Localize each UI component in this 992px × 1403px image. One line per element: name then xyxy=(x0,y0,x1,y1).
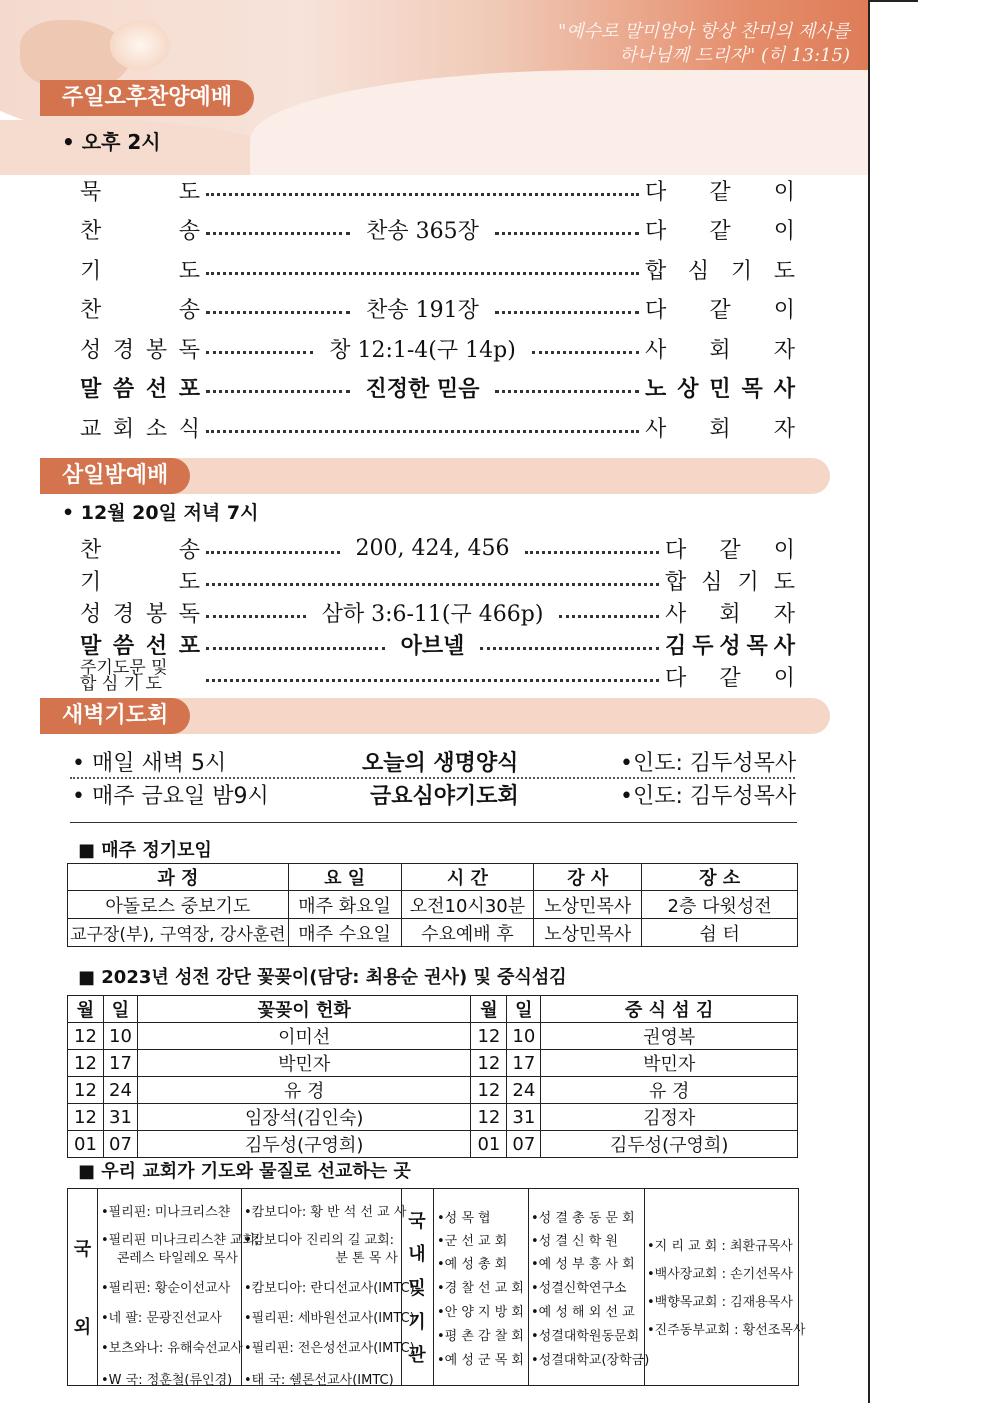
flowers-header-flowers: 꽃꽂이 헌화 xyxy=(137,996,470,1023)
char: 말 xyxy=(80,632,102,659)
label-char: 관 xyxy=(408,1345,426,1367)
label-char: 외 xyxy=(73,1317,92,1338)
flowers-header-month: 월 xyxy=(68,996,104,1023)
char: 도 xyxy=(773,258,795,284)
mission-item: •필리핀: 전은성선교사(IMTC) xyxy=(244,1341,415,1356)
char: 노 xyxy=(645,376,667,402)
char: 사 xyxy=(773,376,795,402)
domestic-missions-col2 xyxy=(528,1189,650,1385)
mission-item: •경 찰 선 교 회 xyxy=(437,1281,524,1296)
wednesday-order-row xyxy=(80,532,795,564)
foreign-missions-col1 xyxy=(98,1189,260,1388)
char: 송 xyxy=(178,298,200,323)
char: 민 xyxy=(709,376,731,402)
order-label xyxy=(80,175,200,206)
order-label xyxy=(80,333,200,364)
leader-dots xyxy=(206,551,340,554)
order-leader xyxy=(645,293,795,324)
char: 씀 xyxy=(112,376,135,402)
mission-item: •예 성 군 목 회 xyxy=(437,1353,524,1368)
domestic-missions-col1 xyxy=(434,1189,529,1385)
frame-top xyxy=(868,0,918,2)
order-label xyxy=(80,597,200,628)
table-cell: 수요예배 후 xyxy=(401,919,534,947)
order-leader xyxy=(645,175,795,206)
char: 독 xyxy=(178,601,200,627)
mission-item: •W 국: 정훈철(류인경) xyxy=(101,1373,233,1388)
char: 다 xyxy=(665,665,687,691)
leader-dots xyxy=(206,272,639,275)
flowers-table xyxy=(67,995,798,1158)
table-cell: 김정자 xyxy=(541,1104,798,1131)
char: 소 xyxy=(145,416,168,442)
char: 같 xyxy=(709,179,731,205)
char: 송 xyxy=(178,219,200,244)
char: 성 xyxy=(719,632,741,659)
mission-item: •캄보디아: 란디선교사(IMTC) xyxy=(244,1281,415,1296)
table-cell: 아돌로스 중보기도 xyxy=(68,891,289,919)
order-leader xyxy=(665,661,795,692)
mission-item: •필리핀: 세바원선교사(IMTC) xyxy=(244,1311,415,1326)
table-cell: 박민자 xyxy=(541,1050,798,1077)
leader-dots xyxy=(495,232,639,235)
mission-item: •안 양 지 방 회 xyxy=(437,1305,524,1320)
table-cell: 매주 수요일 xyxy=(288,919,401,947)
flowers-title: ■ 2023년 성전 강단 꽃꽂이(담당: 최용순 권사) 및 중식섬김 xyxy=(78,967,567,988)
char: 같 xyxy=(709,298,731,323)
order-content: 삼하 3:6-11(구 466p) xyxy=(321,601,544,627)
afternoon-order-row xyxy=(80,411,795,443)
char: 사 xyxy=(773,632,795,659)
char: 회 xyxy=(719,601,741,627)
char: 두 xyxy=(692,632,714,659)
char: 자 xyxy=(773,601,795,627)
table-cell: 오전10시30분 xyxy=(401,891,534,919)
char: 독 xyxy=(178,337,200,363)
char: 기 xyxy=(737,569,759,595)
table-cell: 12 xyxy=(68,1050,104,1077)
table-cell: 노상민목사 xyxy=(534,891,642,919)
char: 성 xyxy=(80,601,102,627)
char: 이 xyxy=(773,219,795,244)
char: 김 xyxy=(665,632,687,659)
table-row xyxy=(68,1104,798,1131)
table-cell: 24 xyxy=(507,1077,541,1104)
mission-item: •필리핀: 황순이선교사 xyxy=(101,1281,231,1296)
char: 같 xyxy=(719,665,741,691)
char: 선 xyxy=(145,376,168,402)
table-cell: 10 xyxy=(507,1023,541,1050)
mission-item: •진주동부교회 : 황선조목사 xyxy=(647,1323,806,1338)
meetings-header-teacher: 강 사 xyxy=(534,864,642,891)
char: 다 xyxy=(645,298,667,323)
label-char: 및 xyxy=(408,1277,426,1299)
leader-dots xyxy=(206,679,659,682)
leader-dots xyxy=(495,390,639,393)
table-cell: 10 xyxy=(103,1023,137,1050)
table-row xyxy=(68,891,798,919)
order-content: 찬송 191장 xyxy=(366,298,479,323)
mission-item: •성 목 협 xyxy=(437,1211,491,1226)
table-cell: 12 xyxy=(471,1050,507,1077)
leader-dots xyxy=(525,551,659,554)
char: 사 xyxy=(645,416,667,442)
char: 식 xyxy=(178,416,200,442)
table-row xyxy=(68,919,798,947)
foreign-label xyxy=(68,1189,98,1385)
order-leader xyxy=(665,597,795,628)
table-cell: 01 xyxy=(471,1131,507,1158)
order-leader xyxy=(665,533,795,564)
section-title-wednesday: 삼일밤예배 xyxy=(40,458,190,494)
label-char: 국 xyxy=(73,1239,92,1260)
char: 다 xyxy=(645,219,667,244)
table-cell: 12 xyxy=(68,1023,104,1050)
wednesday-time: • 12월 20일 저녁 7시 xyxy=(62,502,259,524)
order-leader xyxy=(645,412,795,443)
char: 씀 xyxy=(112,632,135,659)
table-row xyxy=(68,1131,798,1158)
mission-item: •캄보디아: 황 반 석 선 교 사 xyxy=(244,1205,407,1220)
char: 목 xyxy=(741,376,763,402)
order-label xyxy=(80,412,200,443)
wednesday-order-row xyxy=(80,660,795,692)
mission-item: •필리핀 미나크리스챤 교회: xyxy=(101,1233,260,1248)
mission-item: •성결대학원동문회 xyxy=(531,1329,640,1344)
leader-dots xyxy=(206,647,385,650)
afternoon-order-row xyxy=(80,293,795,325)
table-cell: 12 xyxy=(68,1104,104,1131)
order-content: 아브넬 xyxy=(400,633,465,659)
mission-item: •예 성 해 외 선 교 xyxy=(531,1305,635,1320)
order-label-line: 주기도문 및 xyxy=(80,658,168,678)
char: 회 xyxy=(112,416,135,442)
leader-dots xyxy=(206,311,350,314)
char: 기 xyxy=(80,258,102,284)
char: 포 xyxy=(178,632,200,659)
meetings-title: ■ 매주 정기모임 xyxy=(78,840,212,861)
table-row xyxy=(68,1023,798,1050)
leader-dots xyxy=(206,615,306,618)
char: 도 xyxy=(178,179,200,205)
order-content: 200, 424, 456 xyxy=(355,535,510,561)
mission-item: •네 팔: 문광진선교사 xyxy=(101,1311,222,1326)
mission-item: •예 성 총 회 xyxy=(437,1257,508,1272)
char: 찬 xyxy=(80,537,102,563)
table-cell: 07 xyxy=(103,1131,137,1158)
meetings-header-time: 시 간 xyxy=(401,864,534,891)
meetings-header-day: 요 일 xyxy=(288,864,401,891)
table-cell: 박민자 xyxy=(137,1050,470,1077)
char: 기 xyxy=(80,569,102,595)
char: 말 xyxy=(80,376,102,402)
mission-item: •보츠와나: 유해숙선교사 xyxy=(101,1341,243,1356)
char: 이 xyxy=(773,665,795,691)
char: 이 xyxy=(773,537,795,563)
afternoon-order-row xyxy=(80,214,795,246)
afternoon-order-row xyxy=(80,332,795,364)
order-leader xyxy=(645,214,795,245)
mission-item: •성결신학연구소 xyxy=(531,1281,627,1296)
dawn-what-1: 오늘의 생명양식 xyxy=(362,751,519,776)
char: 도 xyxy=(773,569,795,595)
candle-image xyxy=(110,20,170,70)
char: 도 xyxy=(178,569,200,595)
header-verse xyxy=(520,20,850,68)
char: 회 xyxy=(709,416,731,442)
order-leader xyxy=(665,629,795,660)
order-content: 진정한 믿음 xyxy=(365,377,480,402)
label-char: 국 xyxy=(408,1210,426,1232)
mission-item: •평 촌 감 찰 회 xyxy=(437,1329,524,1344)
wednesday-order-row xyxy=(80,596,795,628)
flowers-header-day2: 일 xyxy=(507,996,541,1023)
afternoon-order-row xyxy=(80,253,795,285)
table-cell: 31 xyxy=(507,1104,541,1131)
table-cell: 노상민목사 xyxy=(534,919,642,947)
char: 성 xyxy=(80,337,102,363)
table-cell: 김두성(구영희) xyxy=(137,1131,470,1158)
char: 다 xyxy=(645,179,667,205)
dawn-what-2: 금요심야기도회 xyxy=(370,784,519,809)
mission-item: 콘레스 타일레오 목사 xyxy=(116,1251,238,1266)
table-cell: 07 xyxy=(507,1131,541,1158)
churches-col xyxy=(644,1189,806,1385)
table-cell: 12 xyxy=(471,1104,507,1131)
char: 심 xyxy=(687,258,710,284)
char: 경 xyxy=(112,601,135,627)
table-cell: 교구장(부), 구역장, 강사훈련 xyxy=(68,919,289,947)
char: 찬 xyxy=(80,219,102,244)
leader-dots xyxy=(480,647,659,650)
char: 심 xyxy=(701,569,723,595)
dawn-when-2: • 매주 금요일 밤9시 xyxy=(72,784,269,809)
afternoon-order-row xyxy=(80,372,795,404)
order-label xyxy=(80,660,200,692)
table-cell: 17 xyxy=(507,1050,541,1077)
order-leader xyxy=(665,565,795,596)
table-cell: 권영복 xyxy=(541,1023,798,1050)
char: 자 xyxy=(773,416,795,442)
table-cell: 12 xyxy=(68,1077,104,1104)
label-char: 내 xyxy=(408,1244,426,1266)
meetings-table xyxy=(67,863,798,947)
mission-item: •태 국: 쉘론선교사(IMTC) xyxy=(244,1373,394,1388)
mission-item: •백향목교회 : 김재용목사 xyxy=(647,1295,793,1310)
char: 기 xyxy=(730,258,753,284)
mission-item: •성 결 신 학 원 xyxy=(531,1234,618,1249)
verse-line-1: "예수로 말미암아 항상 찬미의 제사를 xyxy=(558,21,850,42)
mission-item: •예 성 부 흥 사 회 xyxy=(531,1257,635,1272)
char: 상 xyxy=(677,376,699,402)
leader-dots xyxy=(495,311,639,314)
char: 같 xyxy=(709,219,731,244)
leader-dots xyxy=(559,615,659,618)
char: 찬 xyxy=(80,298,102,323)
mission-item: •캄보디아 진리의 길 교회: xyxy=(244,1233,395,1248)
char: 봉 xyxy=(145,601,168,627)
leader-dots xyxy=(206,232,350,235)
order-label xyxy=(80,254,200,285)
order-content: 창 12:1-4(구 14p) xyxy=(329,337,516,363)
mission-item: •필리핀: 미나크리스챤 xyxy=(101,1205,231,1220)
frame-line xyxy=(868,0,870,1403)
order-leader xyxy=(645,254,795,285)
char: 같 xyxy=(719,537,741,563)
dawn-lead-2: •인도: 김두성목사 xyxy=(620,784,797,809)
foreign-missions-col2 xyxy=(241,1189,415,1388)
section-title-dawn: 새벽기도회 xyxy=(40,698,190,734)
afternoon-order-row xyxy=(80,174,795,206)
table-cell: 유 경 xyxy=(541,1077,798,1104)
mission-item: •성결대학교(장학금) xyxy=(531,1353,650,1368)
dawn-when-1: • 매일 새벽 5시 xyxy=(72,751,227,776)
char: 도 xyxy=(178,258,200,284)
section-title-afternoon: 주일오후찬양예배 xyxy=(40,80,254,116)
domestic-label xyxy=(401,1189,434,1385)
char: 자 xyxy=(773,337,795,363)
char: 합 xyxy=(665,569,687,595)
char: 회 xyxy=(709,337,731,363)
char: 이 xyxy=(773,179,795,205)
mission-item: •성 결 총 동 문 회 xyxy=(531,1211,635,1226)
char: 목 xyxy=(746,632,768,659)
order-label-line: 합 심 기 도 xyxy=(80,674,162,694)
char: 봉 xyxy=(145,337,168,363)
table-cell: 김두성(구영희) xyxy=(541,1131,798,1158)
leader-dots xyxy=(206,351,313,354)
table-row xyxy=(68,1077,798,1104)
table-cell: 12 xyxy=(471,1077,507,1104)
missions-title: ■ 우리 교회가 기도와 물질로 선교하는 곳 xyxy=(78,1161,411,1182)
wednesday-order-row xyxy=(80,564,795,596)
order-label xyxy=(80,629,200,660)
order-leader xyxy=(645,372,795,403)
char: 경 xyxy=(112,337,135,363)
mission-item: •지 리 교 회 : 최환규목사 xyxy=(647,1239,793,1254)
char: 포 xyxy=(178,376,200,402)
table-cell: 임장석(김인숙) xyxy=(137,1104,470,1131)
leader-dots xyxy=(206,583,659,586)
missions-box xyxy=(67,1188,806,1388)
order-label xyxy=(80,565,200,596)
table-cell: 24 xyxy=(103,1077,137,1104)
table-cell: 쉼 터 xyxy=(642,919,798,947)
flowers-header-day: 일 xyxy=(103,996,137,1023)
table-cell: 17 xyxy=(103,1050,137,1077)
leader-dots xyxy=(206,193,639,196)
char: 이 xyxy=(773,298,795,323)
table-row xyxy=(68,1050,798,1077)
table-cell: 2층 다윗성전 xyxy=(642,891,798,919)
char: 묵 xyxy=(80,179,102,205)
order-label xyxy=(80,293,200,324)
mission-item: •백사장교회 : 손기선목사 xyxy=(647,1267,793,1282)
table-cell: 이미선 xyxy=(137,1023,470,1050)
char: 송 xyxy=(178,537,200,563)
char: 교 xyxy=(80,416,102,442)
order-label xyxy=(80,533,200,564)
char: 선 xyxy=(145,632,168,659)
char: 합 xyxy=(645,258,667,284)
meetings-header-place: 장 소 xyxy=(642,864,798,891)
wednesday-order-row xyxy=(80,628,795,660)
verse-line-2: 하나님께 드리자" (히 13:15) xyxy=(619,45,850,66)
leader-dots xyxy=(206,430,639,433)
leader-dots xyxy=(206,390,350,393)
table-cell: 01 xyxy=(68,1131,104,1158)
flowers-header-lunch: 중 식 섬 김 xyxy=(541,996,798,1023)
mission-item: •군 선 교 회 xyxy=(437,1234,508,1249)
table-cell: 매주 화요일 xyxy=(288,891,401,919)
char: 사 xyxy=(665,601,687,627)
table-cell: 12 xyxy=(471,1023,507,1050)
section-divider xyxy=(70,822,797,823)
flowers-header-month2: 월 xyxy=(471,996,507,1023)
mission-item: 분 톤 목 사 xyxy=(335,1251,398,1266)
meetings-header-course: 과 정 xyxy=(68,864,289,891)
table-cell: 31 xyxy=(103,1104,137,1131)
order-leader xyxy=(645,333,795,364)
order-content: 찬송 365장 xyxy=(366,219,479,244)
table-cell: 유 경 xyxy=(137,1077,470,1104)
order-label xyxy=(80,372,200,403)
leader-dots xyxy=(532,351,639,354)
label-char: 기 xyxy=(408,1311,426,1333)
dawn-lead-1: •인도: 김두성목사 xyxy=(620,751,797,776)
order-label xyxy=(80,214,200,245)
char: 다 xyxy=(665,537,687,563)
afternoon-time: • 오후 2시 xyxy=(62,130,161,154)
char: 사 xyxy=(645,337,667,363)
